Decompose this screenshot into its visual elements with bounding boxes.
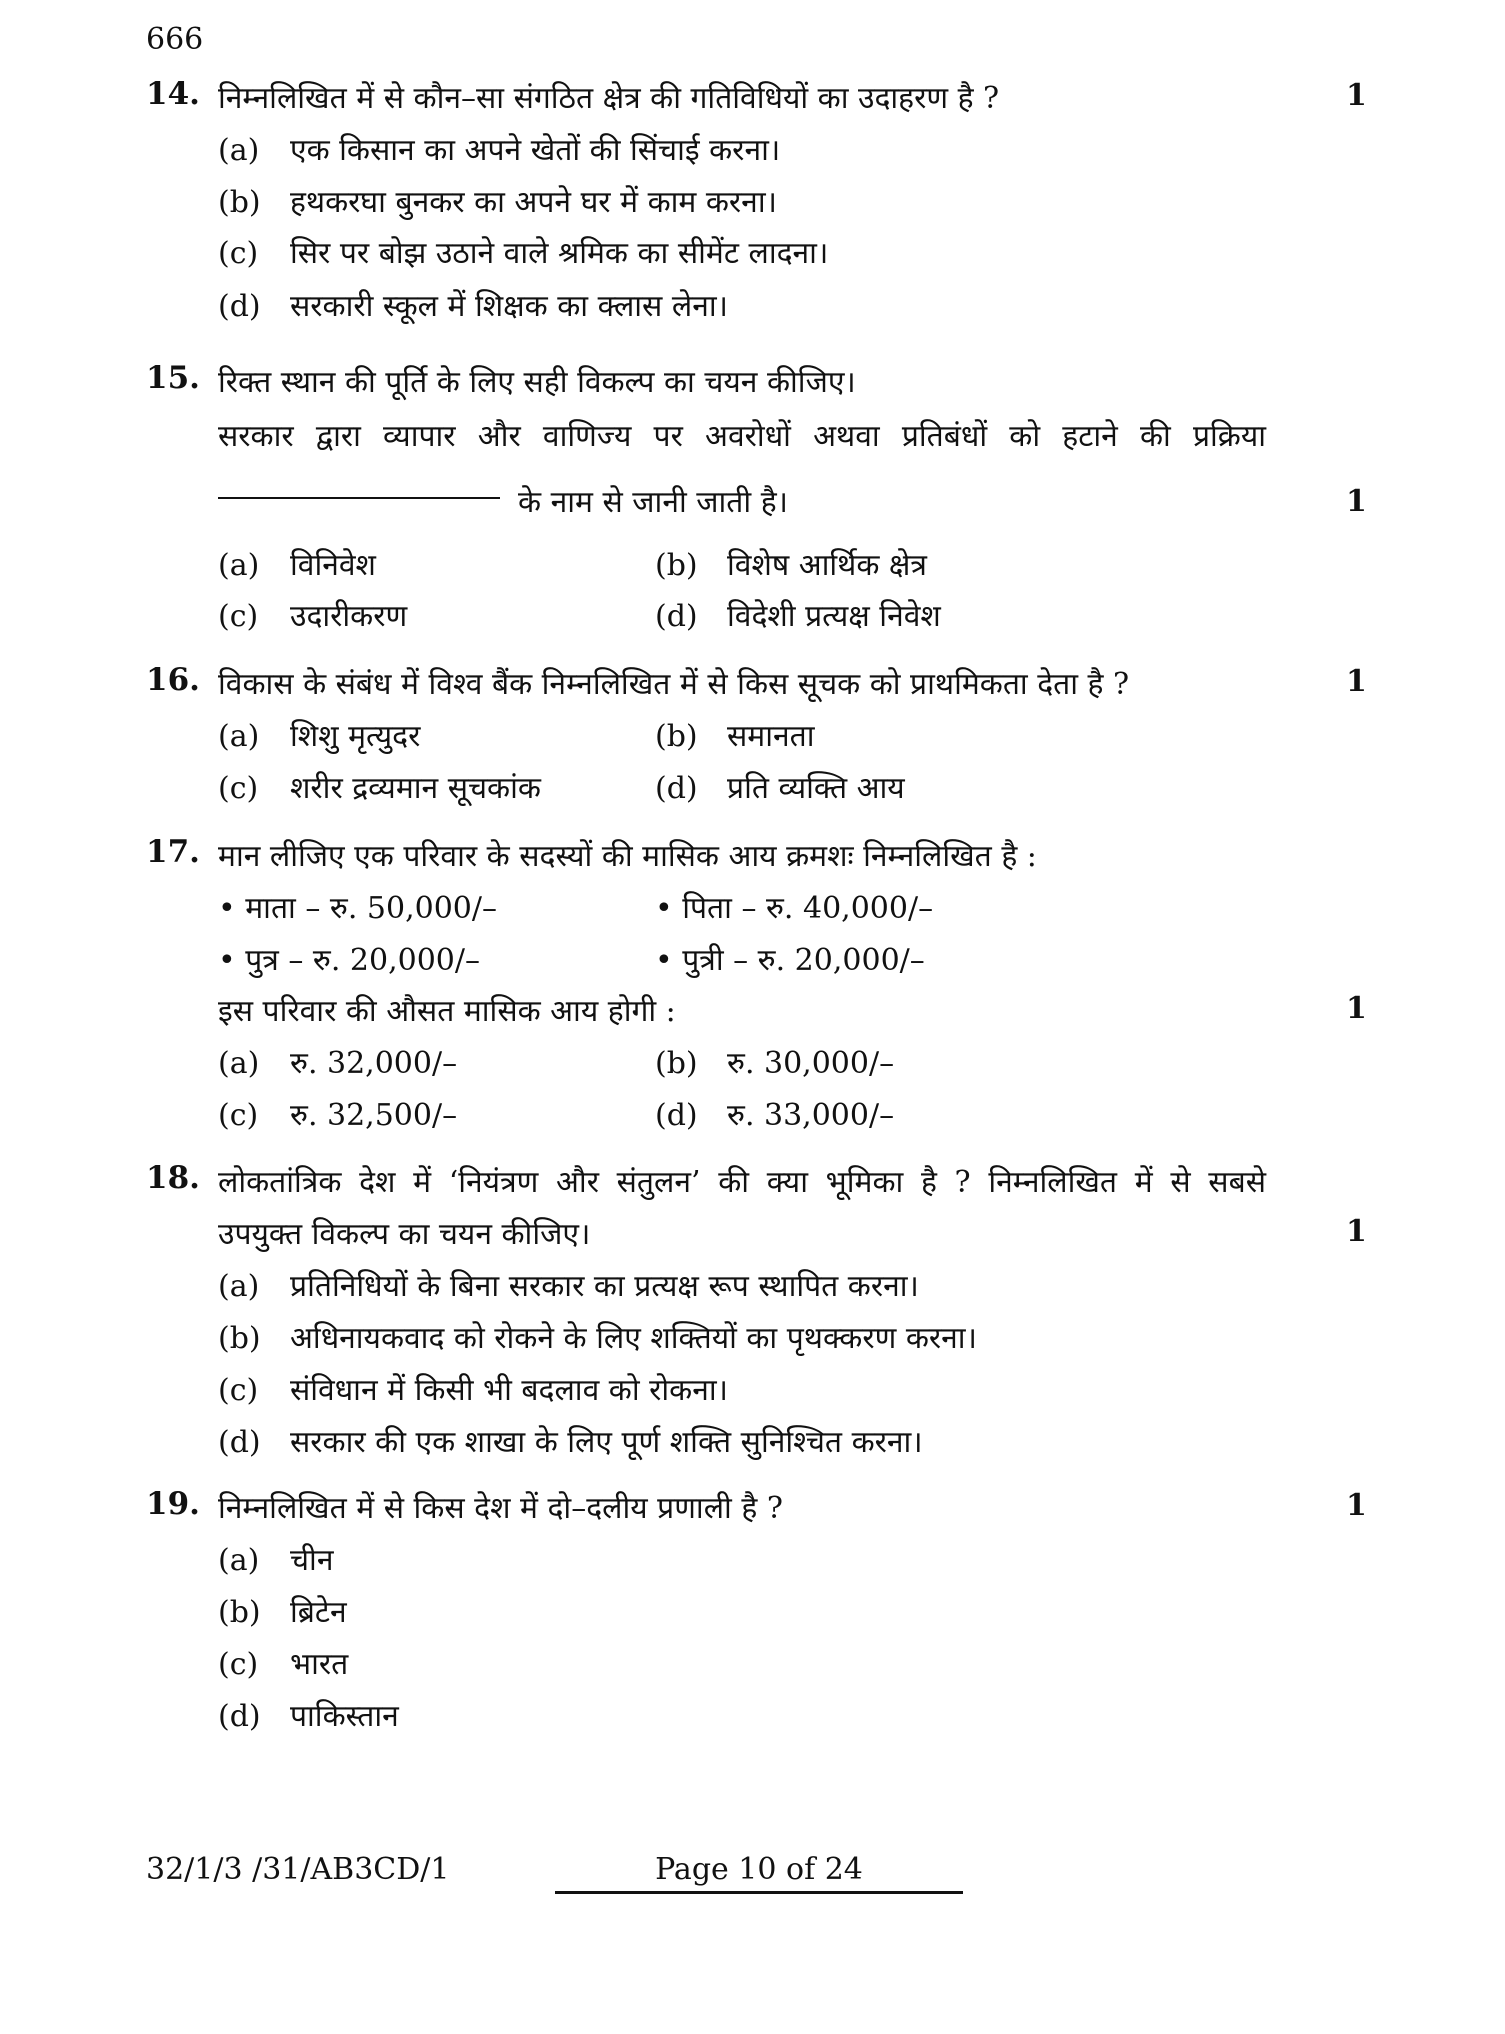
question-number: 15. bbox=[146, 360, 200, 396]
question-text: निम्नलिखित में से किस देश में दो–दलीय प्रणाली है ? bbox=[218, 1491, 783, 1526]
income-item: • पुत्र – रु. 20,000/– bbox=[218, 943, 480, 978]
option-b: (b) हथकरघा बुनकर का अपने घर में काम करना। bbox=[218, 185, 777, 220]
option-d: (d) प्रति व्यक्ति आय bbox=[655, 771, 905, 806]
question-text: विकास के संबंध में विश्व बैंक निम्नलिखित में से किस सूचक को प्राथमिकता देता है ? bbox=[218, 667, 1130, 702]
question-marks: 1 bbox=[1346, 1488, 1367, 1523]
income-item: • पुत्री – रु. 20,000/– bbox=[655, 943, 925, 978]
option-a: (a) विनिवेश bbox=[218, 548, 376, 583]
option-b: (b) ब्रिटेन bbox=[218, 1595, 347, 1630]
option-b: (b) रु. 30,000/– bbox=[655, 1046, 895, 1081]
question-marks: 1 bbox=[1346, 78, 1367, 113]
option-c: (c) संविधान में किसी भी बदलाव को रोकना। bbox=[218, 1373, 729, 1408]
page-indicator: Page 10 of 24 bbox=[555, 1852, 963, 1894]
income-item: • पिता – रु. 40,000/– bbox=[655, 891, 934, 926]
question-text: मान लीजिए एक परिवार के सदस्यों की मासिक आय क्रमशः निम्नलिखित है : bbox=[218, 839, 1037, 874]
question-number: 16. bbox=[146, 662, 200, 698]
option-c: (c) उदारीकरण bbox=[218, 599, 408, 634]
option-d: (d) पाकिस्तान bbox=[218, 1699, 399, 1734]
option-d: (d) रु. 33,000/– bbox=[655, 1098, 895, 1133]
option-d: (d) सरकारी स्कूल में शिक्षक का क्लास लेना। bbox=[218, 289, 729, 324]
page-number: 666 bbox=[146, 22, 204, 57]
question-marks: 1 bbox=[1346, 484, 1367, 519]
question-number: 17. bbox=[146, 834, 200, 870]
option-c: (c) शरीर द्रव्यमान सूचकांक bbox=[218, 771, 541, 806]
option-c: (c) सिर पर बोझ उठाने वाले श्रमिक का सीमेंट लादना। bbox=[218, 236, 829, 271]
question-text: निम्नलिखित में से कौन–सा संगठित क्षेत्र की गतिविधियों का उदाहरण है ? bbox=[218, 81, 1000, 116]
option-a: (a) प्रतिनिधियों के बिना सरकार का प्रत्यक्ष रूप स्थापित करना। bbox=[218, 1269, 919, 1304]
option-b: (b) विशेष आर्थिक क्षेत्र bbox=[655, 548, 927, 583]
option-a: (a) एक किसान का अपने खेतों की सिंचाई करना। bbox=[218, 133, 781, 168]
answer-blank bbox=[218, 497, 500, 499]
question-prompt: इस परिवार की औसत मासिक आय होगी : bbox=[218, 994, 676, 1029]
option-d: (d) सरकार की एक शाखा के लिए पूर्ण शक्ति सुनिश्चित करना। bbox=[218, 1425, 923, 1460]
question-text: रिक्त स्थान की पूर्ति के लिए सही विकल्प का चयन कीजिए। bbox=[218, 365, 856, 400]
question-number: 14. bbox=[146, 76, 200, 112]
question-number: 18. bbox=[146, 1160, 200, 1196]
paper-code: 32/1/3 /31/AB3CD/1 bbox=[146, 1852, 450, 1887]
option-d: (d) विदेशी प्रत्यक्ष निवेश bbox=[655, 599, 941, 634]
question-marks: 1 bbox=[1346, 991, 1367, 1026]
question-marks: 1 bbox=[1346, 1214, 1367, 1249]
option-a: (a) शिशु मृत्युदर bbox=[218, 719, 421, 754]
question-text-blank-line: के नाम से जानी जाती है। bbox=[218, 480, 788, 521]
option-a: (a) रु. 32,000/– bbox=[218, 1046, 458, 1081]
question-text: लोकतांत्रिक देश में ‘नियंत्रण और संतुलन’ की क्या भूमिका है ? निम्नलिखित में से सबसे bbox=[218, 1165, 1266, 1200]
option-c: (c) भारत bbox=[218, 1647, 349, 1682]
question-text: उपयुक्त विकल्प का चयन कीजिए। bbox=[218, 1217, 591, 1252]
question-text: सरकार द्वारा व्यापार और वाणिज्य पर अवरोधों अथवा प्रतिबंधों को हटाने की प्रक्रिया bbox=[218, 419, 1266, 454]
option-c: (c) रु. 32,500/– bbox=[218, 1098, 458, 1133]
question-marks: 1 bbox=[1346, 664, 1367, 699]
income-item: • माता – रु. 50,000/– bbox=[218, 891, 497, 926]
option-b: (b) समानता bbox=[655, 719, 815, 754]
option-a: (a) चीन bbox=[218, 1543, 334, 1578]
option-b: (b) अधिनायकवाद को रोकने के लिए शक्तियों का पृथक्करण करना। bbox=[218, 1321, 977, 1356]
question-number: 19. bbox=[146, 1486, 200, 1522]
